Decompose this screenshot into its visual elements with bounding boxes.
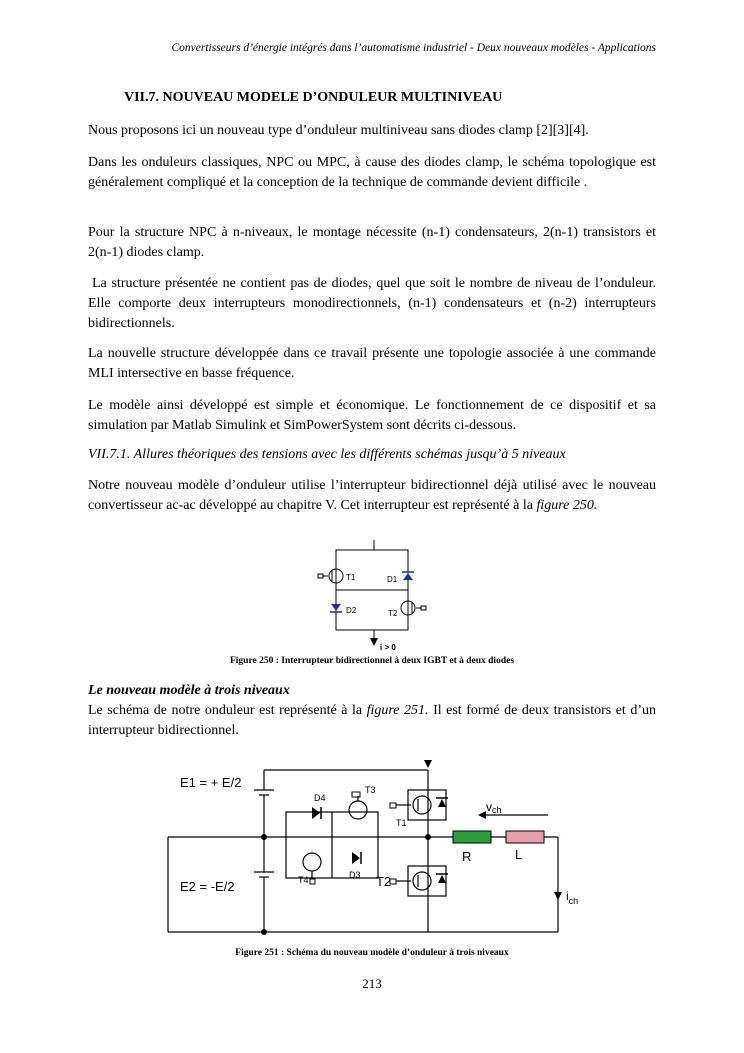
three-level-section: Le nouveau modèle à trois niveaux Le schéma de notre onduleur est représenté à la figure 251. Il est formé de deux transistors et d’un interrupteur bidirectionnel.: [88, 683, 657, 738]
paragraph: Nous proposons ici un nouveau type d’onduleur multiniveau sans diodes clamp [2][3][4].: [88, 123, 589, 138]
paragraph: Le modèle ainsi développé est simple et économique. Le fonctionnement de ce dispositif et sa simulation par Matlab Simulink et SimPowerSystem sont décrits ci-dessous.: [88, 398, 656, 433]
t3-label: T3: [365, 785, 376, 795]
d2-label: D2: [346, 606, 357, 615]
t1-label: T1: [396, 818, 407, 828]
paragraph: Dans les onduleurs classiques, NPC ou MPC, à cause des diodes clamp, le schéma topologique est généralement compliqué et la conception de la technique de commande devient difficile .: [88, 155, 656, 190]
d3-label: D3: [349, 870, 361, 880]
t4-label: T4: [298, 875, 309, 885]
running-header: Convertisseurs d’énergie intégrés dans l’automatisme industriel - Deux nouveaux modèles - Applications: [171, 42, 656, 54]
d1-label: D1: [387, 575, 398, 584]
r-label: R: [462, 849, 472, 864]
paragraph: La nouvelle structure développée dans ce travail présente une topologie associée à une commande MLI intersective en basse fréquence.: [88, 346, 656, 381]
t2-label: T2: [388, 609, 398, 618]
figure-250-caption: Figure 250 : Interrupteur bidirectionnel à deux IGBT et à deux diodes: [229, 656, 515, 666]
page-number: 213: [362, 976, 382, 991]
l-label: L: [515, 847, 523, 862]
section-title: VII.7. NOUVEAU MODELE D’ONDULEUR MULTINIVEAU: [124, 90, 503, 105]
t1-label: T1: [346, 573, 356, 582]
resistor-r: [453, 831, 491, 843]
figure-ref[interactable]: figure 250.: [536, 498, 598, 513]
figure-ref[interactable]: figure 251.: [366, 703, 429, 718]
t2-label: T2: [376, 874, 392, 889]
figure-251-caption: Figure 251 : Schéma du nouveau modèle d’onduleur à trois niveaux: [235, 948, 509, 958]
paragraph: La structure présentée ne contient pas de diodes, quel que soit le nombre de niveau de l’onduleur. Elle comporte deux interrupteurs monodirectionnels, (n-1) condensateurs et (n-2) interrupteurs bidirectionnels.: [88, 276, 656, 331]
e2-label: E2 = -E/2: [180, 879, 235, 894]
ich-label: $i_{ch}$: [566, 889, 579, 906]
d4-label: D4: [314, 793, 326, 803]
subsection-title: VII.7.1. Allures théoriques des tensions avec les différents schémas jusqu’à 5 niveaux: [88, 447, 566, 462]
paragraph-fig250: Notre nouveau modèle d’onduleur utilise l’interrupteur bidirectionnel déjà utilisé avec le nouveau convertisseur ac-ac développé au chapitre V. Cet interrupteur est représenté à la figure 250.: [88, 478, 656, 513]
subheading: Le nouveau modèle à trois niveaux: [88, 683, 290, 698]
inductor-l: [506, 831, 544, 843]
vch-label: vch: [486, 800, 502, 815]
current-label: i > 0: [380, 643, 396, 652]
e1-label: E1 = + E/2: [180, 775, 242, 790]
paragraph: Pour la structure NPC à n-niveaux, le montage nécessite (n-1) condensateurs, 2(n-1) transistors et 2(n-1) diodes clamp.: [88, 225, 656, 260]
